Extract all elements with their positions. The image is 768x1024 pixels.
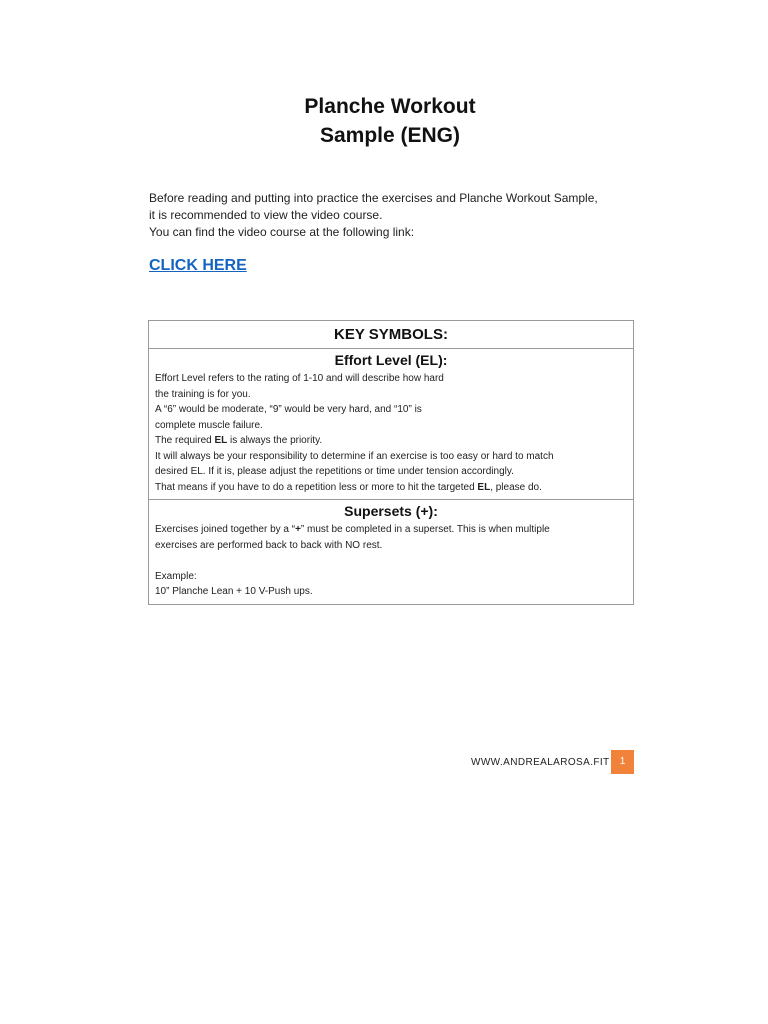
title-line-1: Planche Workout — [304, 95, 476, 118]
supersets-section — [149, 499, 633, 604]
effort-responsibility-line-2: desired EL. If it is, please adjust the repetitions or time under tension accordingly. — [155, 466, 514, 477]
plus-symbol: + — [295, 524, 301, 535]
means-post: , please do. — [490, 481, 542, 493]
effort-level-body — [149, 370, 633, 499]
means-el: EL — [477, 481, 491, 493]
priority-pre: The required — [155, 435, 215, 446]
title-line-2: Sample (ENG) — [319, 124, 461, 147]
intro-line-3: You can find the video course at the following link: — [149, 225, 415, 239]
key-symbols-table — [148, 320, 634, 605]
effort-line-4: complete muscle failure. — [155, 419, 263, 431]
intro-line-1: Before reading and putting into practice the exercises and Planche Workout Sample, — [149, 191, 598, 205]
footer-url: WWW.ANDREALAROSA.FIT — [471, 757, 610, 768]
effort-responsibility-line-1: It will always be your responsibility to determine if an exercise is too easy or hard to match — [155, 450, 554, 462]
supersets-title: Supersets (+): — [344, 503, 438, 519]
effort-level-title: Effort Level (EL): — [334, 352, 448, 368]
example-value: 10” Planche Lean + 10 V-Push ups. — [155, 586, 313, 597]
effort-line-1: Effort Level refers to the rating of 1-10 and will describe how hard — [155, 373, 444, 384]
priority-el: EL — [214, 435, 228, 446]
supersets-body — [149, 521, 633, 604]
supersets-post: ” must be completed in a superset. This is when multiple — [300, 524, 550, 535]
supersets-spacer — [155, 553, 627, 569]
effort-line-2: the training is for you. — [155, 388, 251, 400]
means-pre: That means if you have to do a repetition less or more to hit the targeted — [155, 481, 478, 493]
effort-means-line — [155, 480, 627, 496]
intro-line-2: it is recommended to view the video course. — [149, 208, 383, 222]
priority-post: is always the priority. — [227, 435, 323, 446]
effort-level-section — [149, 350, 633, 499]
supersets-line-2: exercises are performed back to back with NO rest. — [155, 539, 383, 551]
key-symbols-header: KEY SYMBOLS: — [149, 321, 633, 349]
example-label: Example: — [155, 570, 197, 582]
intro-paragraph — [149, 190, 649, 241]
effort-priority-line — [155, 433, 627, 449]
page-number-badge: 1 — [611, 750, 634, 774]
document-title — [0, 92, 768, 150]
video-course-link[interactable]: CLICK HERE — [149, 257, 247, 274]
effort-line-3: A “6” would be moderate, “9” would be very hard, and “10” is — [155, 404, 422, 415]
supersets-line-1 — [155, 522, 627, 538]
supersets-pre: Exercises joined together by a “ — [155, 524, 296, 535]
